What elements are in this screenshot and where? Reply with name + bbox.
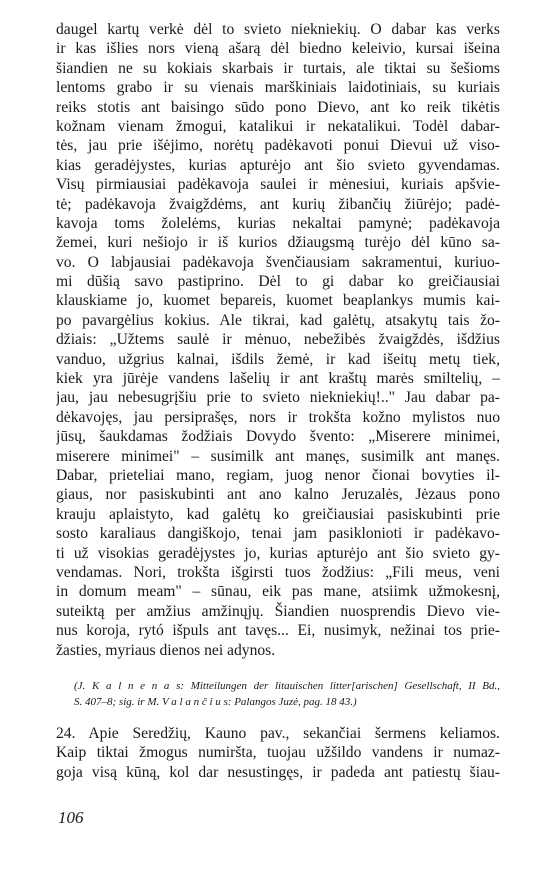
text-line: giaus, nor pasiskubinti ant ano kalno Jeruzalės, Jėzaus pono	[56, 486, 500, 504]
text-line: po pavargėlius kokius. Ale tikrai, kad galėtų, atsakytų tais žo-	[56, 311, 500, 329]
text-line: miserere minimei" – susimilk ant manęs, susimilk ant manęs.	[56, 447, 500, 465]
text-line: žemei, kuri nešiojo ir iš kurios džiaugsmą turėjo dėl kūno sa-	[56, 234, 500, 252]
text-line: in domum meam" – sūnau, eik pas mane, atsiimk užmokesnį,	[56, 583, 500, 601]
text-line: jau, jau nebesugrįšiu prie to svieto niekniekių!.." Jau dabar pa-	[56, 389, 500, 407]
text-line: tės, jau prie išėjimo, norėtų padėkavoti ponui Dievui už viso-	[56, 137, 500, 155]
text-line: kožnam vienam žmogui, katalikui ir nekatalikui. Todėl dabar-	[56, 117, 500, 135]
text-line: ir kas išlies nors vieną ašarą dėl biedno keleivio, kursai išeina	[56, 40, 500, 58]
text-line: daugel kartų verkė dėl to svieto niekniekių. O dabar kas verks	[56, 21, 500, 38]
text-line: Kaip tiktai žmogus numiršta, tuojau užšildo vandens ir numaz-	[56, 744, 500, 762]
text-line: jūsų, šaukdamas žodžiais Dovydo švento: „Miserere minimei,	[56, 428, 500, 446]
text-line: sosto karaliaus dangiškojo, tenai jam pasiklonioti ir padėkavo-	[56, 525, 500, 543]
text-line: Dabar, prieteliai mano, regiam, juog nenor čionai bovyties il-	[56, 466, 500, 484]
text-line: vendamas. Nori, trokšta išgirsti tuos žodžius: „Fili meus, veni	[56, 563, 500, 581]
text-line: ti už visokias geradėjystes jo, kurias apturėjo ant šio svieto gy-	[56, 544, 500, 562]
text-line: krauju aplaistyto, kad galėtų ko greičiausiai pasiskubinti prie	[56, 505, 500, 523]
text-line: vo. O labjausiai padėkavoja švenčiausiam sakramentui, kuriuo-	[56, 253, 500, 271]
page-number: 106	[58, 808, 84, 827]
section-paragraph	[56, 724, 500, 782]
section-heading-line: 24. Apie Seredžių, Kauno pav., sekančiai šermens keliamos.	[56, 725, 500, 742]
text-line: klauskiame jo, kuomet bepareis, kuomet beaplankys mumis kai-	[56, 292, 500, 310]
text-line: žasties, myriaus dienos nei adynos.	[56, 641, 276, 659]
text-line: šiandien ne su kokiais skarbais ir turtais, ale tiktai su šešioms	[56, 59, 500, 77]
main-paragraph	[56, 20, 500, 660]
citation-line: S. 407–8; sig. ir M. V a l a n č i u s: Palangos Juzė, pag. 18 43.)	[74, 696, 357, 708]
text-line: kias geradėjystes, kurias apturėjo ant šio svieto gyvendamas.	[56, 156, 500, 174]
text-line: Visų pirmiausiai padėkavoja saulei ir mėnesiui, kuriais apšvie-	[56, 176, 500, 194]
text-line: suteiktą per amžius amžinųjų. Šiandien nuosprendis Dievo vie-	[56, 602, 500, 620]
text-line: mi dūšią savo pastiprino. Dėl to gi dabar ko greičiausiai	[56, 273, 500, 291]
text-line: tė; padėkavoja žvaigždėms, ant kurių žibančių žiūrėjo; padė-	[56, 195, 500, 213]
text-line: kiek yra jūrėje vandens lašelių ir ant kraštų marės smiltelių, –	[56, 370, 500, 388]
text-line: reiks stotis ant baisingo sūdo pono Dievo, ant ko reik tikėtis	[56, 98, 500, 116]
source-citation	[74, 678, 500, 710]
text-line: džiais: „Užtems saulė ir mėnuo, nebežibės žvaigždės, išdžius	[56, 331, 500, 349]
text-line: kavoja toms žolelėms, kurias nekaltai pamynė; padėkavoja	[56, 214, 500, 232]
text-line: dėkavojęs, jau persiprašęs, nors ir trokšta kožno mylistos nuo	[56, 408, 500, 426]
text-line: nus koroja, rytó išpuls ant tavęs... Ei, nusimyk, nežinai tos prie-	[56, 622, 500, 640]
text-line: lentoms grabo ir su vienais marškiniais laidotiniais, su kuriais	[56, 79, 500, 97]
text-line: vanduo, užgrius kalnai, išdils žemė, ir kad išeitų metų tiek,	[56, 350, 500, 368]
citation-line: (J. K a l n e n a s: Mitteilungen der litauischen litter[arischen] Gesellschaft, II Bd.,	[74, 680, 500, 692]
text-line: goja visą kūną, kol dar nesustingęs, ir padeda ant patiestų šiau-	[56, 763, 500, 781]
